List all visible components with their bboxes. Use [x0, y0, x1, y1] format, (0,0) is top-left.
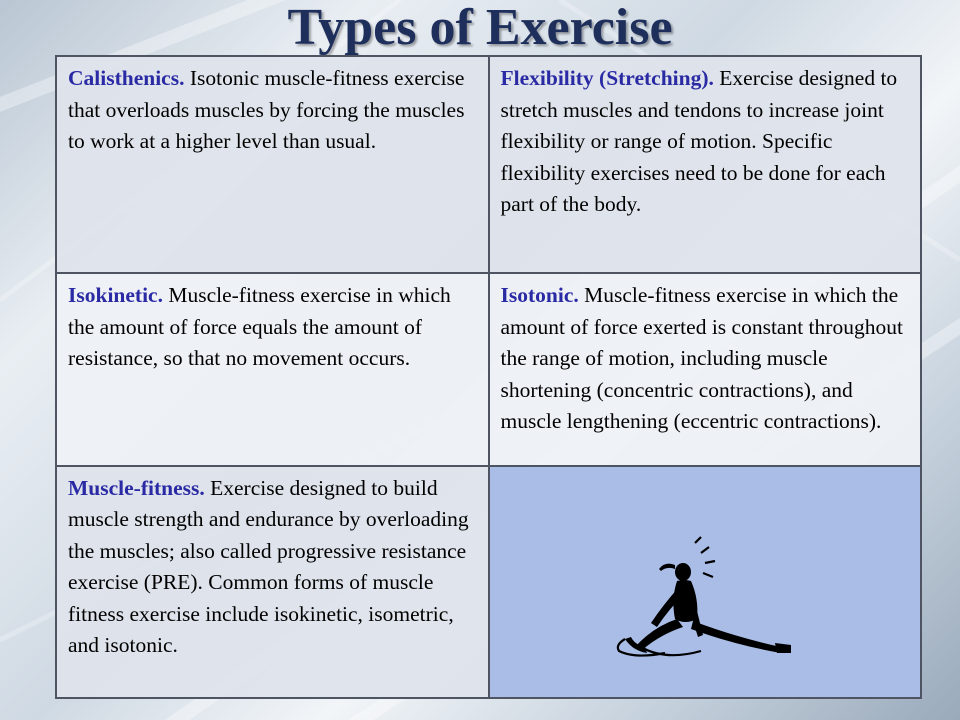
definition-isokinetic: Muscle-fitness exercise in which the amount of force equals the amount of resistance, so that no movement occurs. — [68, 283, 451, 370]
page-title: Types of Exercise — [287, 0, 673, 56]
exercise-types-table — [55, 55, 922, 699]
term-isotonic: Isotonic. — [500, 283, 579, 307]
term-isokinetic: Isokinetic. — [68, 283, 163, 307]
term-muscle-fitness: Muscle-fitness. — [68, 475, 205, 500]
definition-isotonic: Muscle-fitness exercise in which the amount of force exerted is constant throughout the range of motion, including muscle shortening (concentric contractions), and muscle lengthening (eccentric contractions). — [500, 283, 903, 433]
stretching-figure-icon — [605, 535, 805, 665]
cell-illustration — [489, 466, 922, 698]
cell-muscle-fitness — [56, 466, 489, 698]
definition-flexibility: Exercise designed to stretch muscles and tendons to increase joint flexibility or range of motion. Specific flexibility exercises need to be done for each part of the body. — [500, 66, 898, 216]
term-flexibility: Flexibility (Stretching). — [500, 66, 714, 90]
definition-muscle-fitness: Exercise designed to build muscle strength and endurance by overloading the muscles; also called progressive resistance exercise (PRE). Common forms of muscle fitness exercise include isokinetic, isometric, and isotonic. — [68, 475, 469, 658]
cell-isotonic — [489, 273, 922, 466]
cell-isokinetic — [56, 273, 489, 466]
definition-calisthenics: Isotonic muscle-fitness exercise that overloads muscles by forcing the muscles to work at a higher level than usual. — [68, 66, 465, 153]
cell-calisthenics — [56, 56, 489, 273]
cell-flexibility — [489, 56, 922, 273]
term-calisthenics: Calisthenics. — [68, 66, 185, 90]
